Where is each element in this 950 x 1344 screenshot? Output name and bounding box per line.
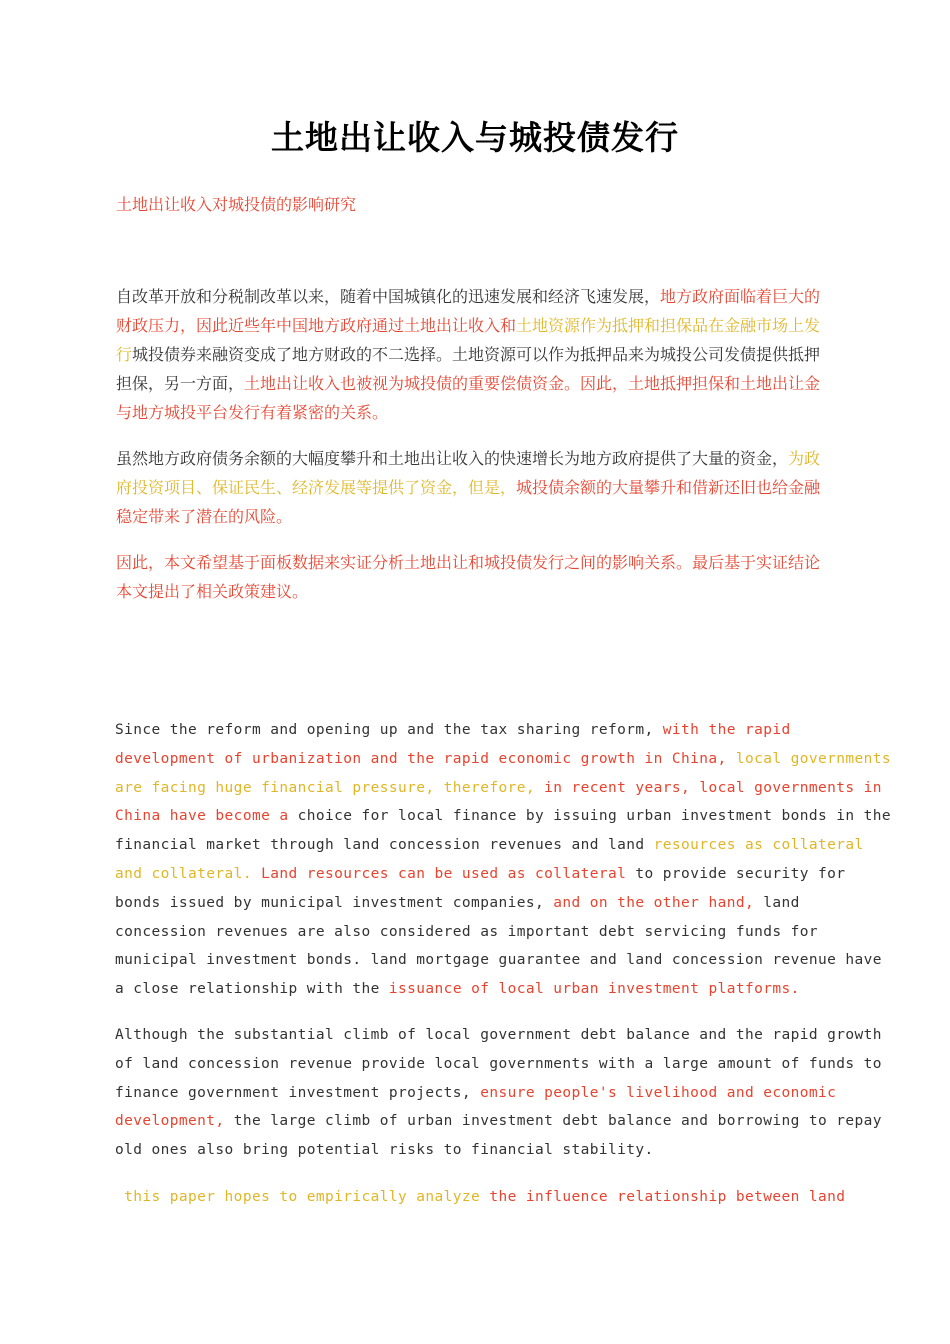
chinese-paragraph-text — [116, 282, 822, 427]
text-segment: issuance of local urban investment platforms. — [388, 981, 800, 998]
text-line — [115, 716, 835, 745]
text-segment: development, — [115, 1113, 225, 1130]
text-segment: China have become a — [115, 808, 298, 825]
text-line — [115, 1079, 835, 1108]
english-paragraph-3 — [115, 1183, 846, 1212]
text-segment: 因此，本文希望基于面板数据来实证分析土地出让和城投债发行之间的影响关系。最后基于实证结论本文提出了相关政策建议。 — [116, 553, 821, 601]
text-segment: local governments — [735, 750, 892, 767]
text-line — [115, 802, 892, 831]
text-segment: with the rapid — [662, 722, 791, 738]
text-segment: are facing huge financial pressure, therefore, — [115, 779, 545, 796]
text-segment: 城投债余额的大量攀升和借新还旧也给金融稳定带来了潜在的风险。 — [116, 478, 821, 526]
text-line — [115, 745, 892, 774]
text-segment: municipal investment bonds. land mortgage guarantee and land concession revenue have — [115, 952, 882, 969]
text-line — [115, 1136, 835, 1165]
chinese-paragraph-1 — [116, 282, 822, 427]
text-segment: in recent years, local governments in — [544, 779, 882, 796]
text-segment: of land concession revenue provide local governments with a large amount of funds to — [115, 1055, 882, 1072]
text-segment: resources as collateral — [653, 837, 864, 854]
text-line — [115, 889, 835, 918]
text-segment: concession revenues are also considered as important debt servicing funds for — [115, 923, 818, 940]
text-line — [115, 860, 846, 889]
text-segment: finance government investment projects, — [115, 1084, 481, 1101]
text-segment: 自改革开放和分税制改革以来，随着中国城镇化的迅速发展和经济飞速发展， — [116, 287, 661, 306]
document-title: 土地出让收入与城投债发行 — [271, 118, 679, 157]
text-segment: 为政府投资项目、保证民生、经济发展等提供了资金，但是， — [116, 449, 821, 497]
english-paragraph-1 — [115, 716, 892, 1004]
chinese-paragraph-text — [116, 444, 822, 531]
text-line — [115, 946, 882, 975]
chinese-paragraph-3 — [116, 548, 822, 606]
text-segment: the influence relationship between land — [489, 1189, 846, 1205]
english-paragraph-2 — [115, 1021, 882, 1165]
text-line — [115, 774, 882, 803]
text-segment: 虽然地方政府债务余额的大幅度攀升和土地出让收入的快速增长为地方政府提供了大量的资金， — [116, 449, 789, 468]
text-segment: Since the reform and opening up and the tax sharing reform, — [115, 722, 663, 738]
text-segment: and collateral. — [115, 865, 262, 882]
text-line — [115, 1050, 882, 1079]
text-segment: bonds issued by municipal investment companies, — [115, 894, 554, 911]
text-segment: development of urbanization and the rapid economic growth in China, — [115, 750, 736, 767]
text-segment: this paper hopes to empirically analyze — [115, 1189, 490, 1205]
chinese-paragraph-2 — [116, 444, 822, 531]
text-line — [115, 975, 835, 1004]
chinese-paragraph-text — [116, 548, 822, 606]
text-segment: 地方政府面临着巨大的财政压力，因此近些年中国地方政府通过土地出让收入和 — [116, 287, 821, 335]
text-segment: a close relationship with the — [115, 981, 389, 998]
text-segment: ensure people's livelihood and economic — [480, 1084, 837, 1101]
text-segment: 城投债券来融资变成了地方财政的不二选择。土地资源可以作为抵押品来为城投公司发债提供抵押担保，另一方面， — [116, 345, 821, 393]
text-line — [115, 1021, 882, 1050]
text-line — [115, 918, 835, 947]
text-line — [115, 1107, 882, 1136]
text-segment: 土地出让收入也被视为城投债的重要偿债资金。因此，土地抵押担保和土地出让金与地方城投平台发行有着紧密的关系。 — [116, 374, 821, 422]
text-segment: the large climb of urban investment debt balance and borrowing to repay — [224, 1113, 882, 1130]
text-segment: and on the other hand, — [553, 894, 755, 911]
text-segment: Land resources can be used as collateral — [261, 865, 627, 882]
text-segment: financial market through land concession revenues and land — [115, 837, 654, 854]
text-segment: Although the substantial climb of local government debt balance and the rapid growth — [115, 1027, 882, 1043]
text-segment: land — [754, 894, 800, 911]
text-segment: 土地资源作为抵押和担保品在金融市场上发行 — [116, 316, 821, 364]
text-line — [115, 831, 864, 860]
text-line — [115, 1183, 846, 1212]
text-segment: to provide security for — [626, 865, 846, 882]
text-segment: choice for local finance by issuing urban investment bonds in the — [297, 808, 892, 825]
text-segment: old ones also bring potential risks to financial stability. — [115, 1142, 654, 1159]
document-subtitle: 土地出让收入对城投债的影响研究 — [116, 195, 357, 214]
